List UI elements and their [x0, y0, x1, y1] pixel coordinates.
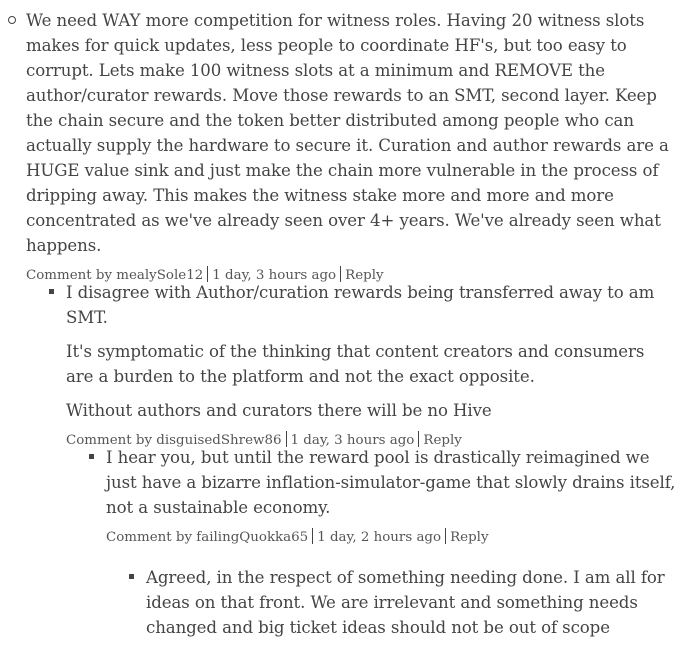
- comment-body: [66, 280, 676, 423]
- comment-by-label: Comment by: [26, 268, 113, 283]
- comment-body: [26, 8, 678, 258]
- comment-paragraph: Without authors and curators there will be no Hive: [66, 401, 492, 420]
- comment-by-label: Comment by: [66, 433, 153, 448]
- comment-author: mealySole12: [116, 268, 204, 283]
- comment-body: [106, 445, 676, 520]
- comment-meta: [106, 528, 676, 547]
- reply-link[interactable]: Reply: [450, 530, 489, 545]
- comment-body: [146, 565, 676, 640]
- comment-paragraph: Agreed, in the respect of something needing done. I am all for ideas on that front. We are irrelevant and something needs changed and big ticket ideas should not be out of scope: [146, 568, 665, 637]
- square-bullet-icon: [89, 454, 94, 459]
- comment-paragraph: I disagree with Author/curation rewards being transferred away to am SMT.: [66, 283, 655, 327]
- comment-level-1: [26, 8, 678, 285]
- comment-level-4: [146, 565, 676, 640]
- reply-link[interactable]: Reply: [345, 268, 384, 283]
- comment-paragraph: We need WAY more competition for witness roles. Having 20 witness slots makes for quick updates, less people to coordinate HF's, but too easy to corrupt. Lets make 100 witness slots at a minimum and REMOVE the author/curator rewards. Move those rewards to an SMT, second layer. Keep the chain secure and the token better distributed among people who can actually supply the hardware to secure it. Curation and author rewards are a HUGE value sink and just make the chain more vulnerable in the process of dripping away. This makes the witness stake more and more and more concentrated as we've already seen over 4+ years. We've already seen what happens.: [26, 11, 669, 255]
- reply-link[interactable]: Reply: [423, 433, 462, 448]
- comment-timestamp: 1 day, 3 hours ago: [212, 268, 337, 283]
- comment-timestamp: 1 day, 2 hours ago: [317, 530, 442, 545]
- comment-paragraph: I hear you, but until the reward pool is drastically reimagined we just have a bizarre inflation-simulator-game that slowly drains itself, not a sustainable economy.: [106, 448, 676, 517]
- comment-level-3: [106, 445, 676, 547]
- square-bullet-icon: [49, 289, 54, 294]
- divider: [312, 528, 313, 544]
- comment-paragraph: It's symptomatic of the thinking that content creators and consumers are a burden to the platform and not the exact opposite.: [66, 342, 645, 386]
- comment-by-label: Comment by: [106, 530, 193, 545]
- square-bullet-icon: [129, 574, 134, 579]
- hollow-bullet-icon: [8, 16, 16, 24]
- comment-author: disguisedShrew86: [156, 433, 282, 448]
- comment-author: failingQuokka65: [196, 530, 309, 545]
- comment-level-2: [66, 280, 676, 450]
- divider: [445, 528, 446, 544]
- comment-timestamp: 1 day, 3 hours ago: [290, 433, 415, 448]
